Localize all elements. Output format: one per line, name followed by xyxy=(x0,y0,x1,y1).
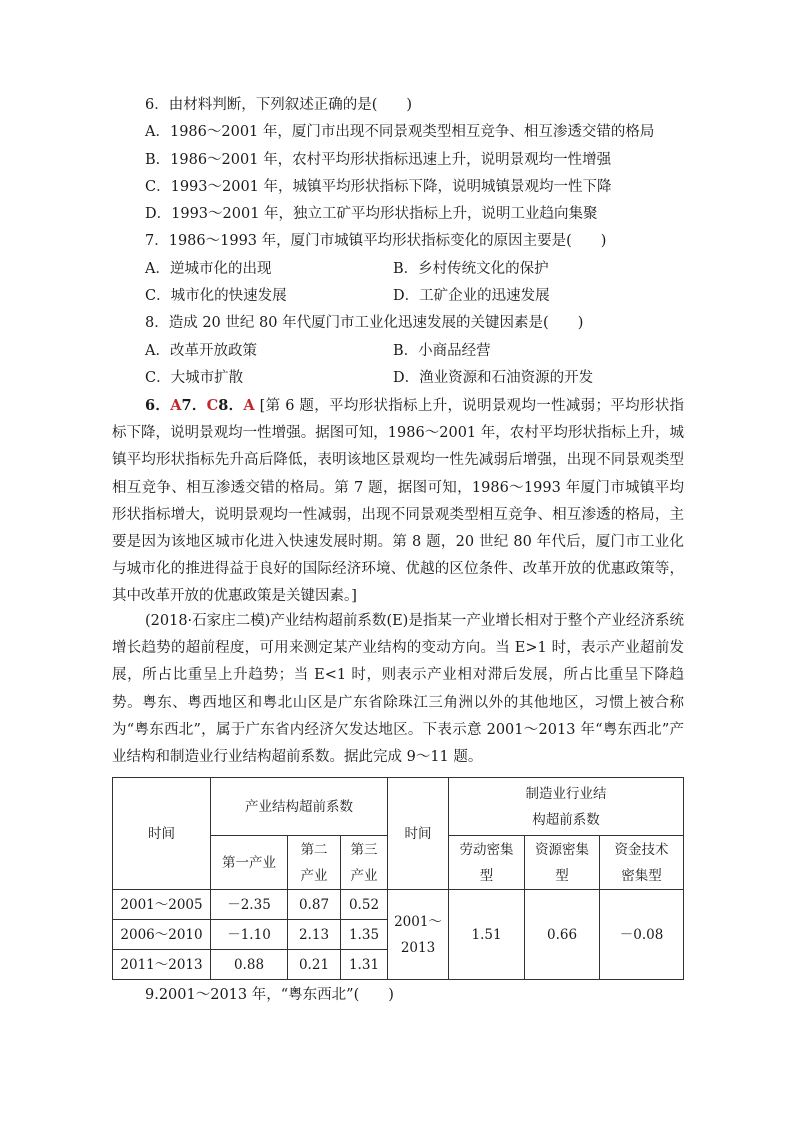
row1-primary: －2.35 xyxy=(211,890,288,920)
header-resource-line1: 资源密集 xyxy=(535,841,590,858)
header-manufacturing-coefficient xyxy=(449,778,684,836)
row1-tertiary: 0.52 xyxy=(341,890,388,920)
header-resource-line2: 型 xyxy=(555,867,569,884)
header-mfg-line2: 构超前系数 xyxy=(532,811,600,828)
mfg-period-line1: 2001～ xyxy=(394,913,442,930)
header-primary: 第一产业 xyxy=(211,836,288,890)
answer-explanation xyxy=(112,392,684,611)
header-tertiary-line2: 产业 xyxy=(350,867,378,884)
header-mfg-line1: 制造业行业结 xyxy=(525,785,607,802)
row2-primary: －1.10 xyxy=(211,920,288,950)
header-time-2: 时间 xyxy=(388,778,449,890)
row2-secondary: 2.13 xyxy=(288,920,341,950)
q6-option-c: C．1993～2001 年，城镇平均形状指标下降，说明城镇景观均一性下降 xyxy=(145,179,612,195)
industry-coefficient-table xyxy=(112,777,684,980)
mfg-period xyxy=(388,890,449,980)
header-tech-intensive xyxy=(600,836,684,890)
q6-option-d: D．1993～2001 年，独立工矿平均形状指标上升，说明工业趋向集聚 xyxy=(145,206,598,222)
q8-option-c: C．大城市扩散 xyxy=(145,370,244,386)
row2-period: 2006～2010 xyxy=(113,920,211,950)
header-labor-intensive xyxy=(449,836,525,890)
q8-option-b: B．小商品经营 xyxy=(393,343,491,359)
header-secondary xyxy=(288,836,341,890)
q6-option-a: A．1986～2001 年，厦门市出现不同景观类型相互竞争、相互渗透交错的格局 xyxy=(145,124,655,140)
mfg-resource-value: 0.66 xyxy=(525,890,600,980)
row1-period: 2001～2005 xyxy=(113,890,211,920)
intro-paragraph: (2018·石家庄二模)产业结构超前系数(E)是指某一产业增长相对于整个产业经济系统增长趋势的超前程度，可用来测定某产业结构的变动方向。当 E>1 时，表示产业超前发展，所占比重呈上升趋势；当 E<1 时，则表示产业相对滞后发展，所占比重呈下降趋势。粤东、粤西地区和粤北山区是广东省除珠江三角洲以外的其他地区，习惯上被合称为“粤东西北”，属于广东省内经济欠发达地区。下表示意 2001～2013 年“粤东西北”产业结构和制造业行业结构超前系数。据此完成 9～11 题。 xyxy=(112,613,684,766)
header-tertiary xyxy=(341,836,388,890)
mfg-tech-value: －0.08 xyxy=(600,890,684,980)
row3-secondary: 0.21 xyxy=(288,950,341,980)
q8-stem: 8．造成 20 世纪 80 年代厦门市工业化迅速发展的关键因素是( ) xyxy=(145,315,584,331)
q6-stem: 6．由材料判断，下列叙述正确的是( ) xyxy=(145,97,413,113)
q7-option-a: A．逆城市化的出现 xyxy=(145,261,272,277)
header-tech-line1: 资金技术 xyxy=(614,841,669,858)
q8-option-d: D．渔业资源和石油资源的开发 xyxy=(393,370,594,386)
mfg-labor-value: 1.51 xyxy=(449,890,525,980)
q8-option-a: A．改革开放政策 xyxy=(145,343,257,359)
q6-option-b: B．1986～2001 年，农村平均形状指标迅速上升，说明景观均一性增强 xyxy=(145,152,612,168)
answer-prefix-6: 6． xyxy=(145,397,171,414)
explanation-text: [第 6 题，平均形状指标上升，说明景观均一性减弱；平均形状指标下降，说明景观均一性增强。据图可知，1986～2001 年，农村平均形状指标上升，城镇平均形状指标先升高后降低，表明该地区景观均一性先减弱后增强，出现不同景观类型相互竞争、相互渗透交错的格局。第 7 题，据图可知，1986～1993 年厦门市城镇平均形状指标增大，说明景观均一性减弱，出现不同景观类型相互竞争、相互渗透的格局，主要是因为该地区城市化进入快速发展时期。第 8 题，20 世纪 80 年代后，厦门市工业化与城市化的推进得益于良好的国际经济环境、优越的区位条件、改革开放的优惠政策等，其中改革开放的优惠政策是关键因素。] xyxy=(112,398,685,605)
header-tertiary-line1: 第三 xyxy=(350,841,378,858)
q7-stem: 7．1986～1993 年，厦门市城镇平均形状指标变化的原因主要是( ) xyxy=(145,233,607,249)
row3-tertiary: 1.31 xyxy=(341,950,388,980)
header-time: 时间 xyxy=(113,778,211,890)
row3-period: 2011～2013 xyxy=(113,950,211,980)
header-tech-line2: 密集型 xyxy=(621,867,662,884)
header-resource-intensive xyxy=(525,836,600,890)
header-labor-line2: 型 xyxy=(479,867,494,884)
answer-8: A xyxy=(243,397,255,414)
row1-secondary: 0.87 xyxy=(288,890,341,920)
answer-prefix-7: 7． xyxy=(181,397,207,414)
header-secondary-line1: 第二 xyxy=(300,841,328,858)
answer-7: C xyxy=(206,397,219,414)
row3-primary: 0.88 xyxy=(211,950,288,980)
q7-option-c: C．城市化的快速发展 xyxy=(145,288,287,304)
answer-prefix-8: 8． xyxy=(218,397,244,414)
q9-stem: 9.2001～2013 年，“粤东西北”( ) xyxy=(145,987,394,1003)
mfg-period-line2: 2013 xyxy=(400,939,436,956)
answer-6: A xyxy=(170,397,182,414)
q7-option-d: D．工矿企业的迅速发展 xyxy=(393,288,550,304)
row2-tertiary: 1.35 xyxy=(341,920,388,950)
header-industry-coefficient: 产业结构超前系数 xyxy=(211,778,388,836)
header-labor-line1: 劳动密集 xyxy=(459,841,514,858)
header-secondary-line2: 产业 xyxy=(300,867,328,884)
q7-option-b: B．乡村传统文化的保护 xyxy=(393,261,549,277)
